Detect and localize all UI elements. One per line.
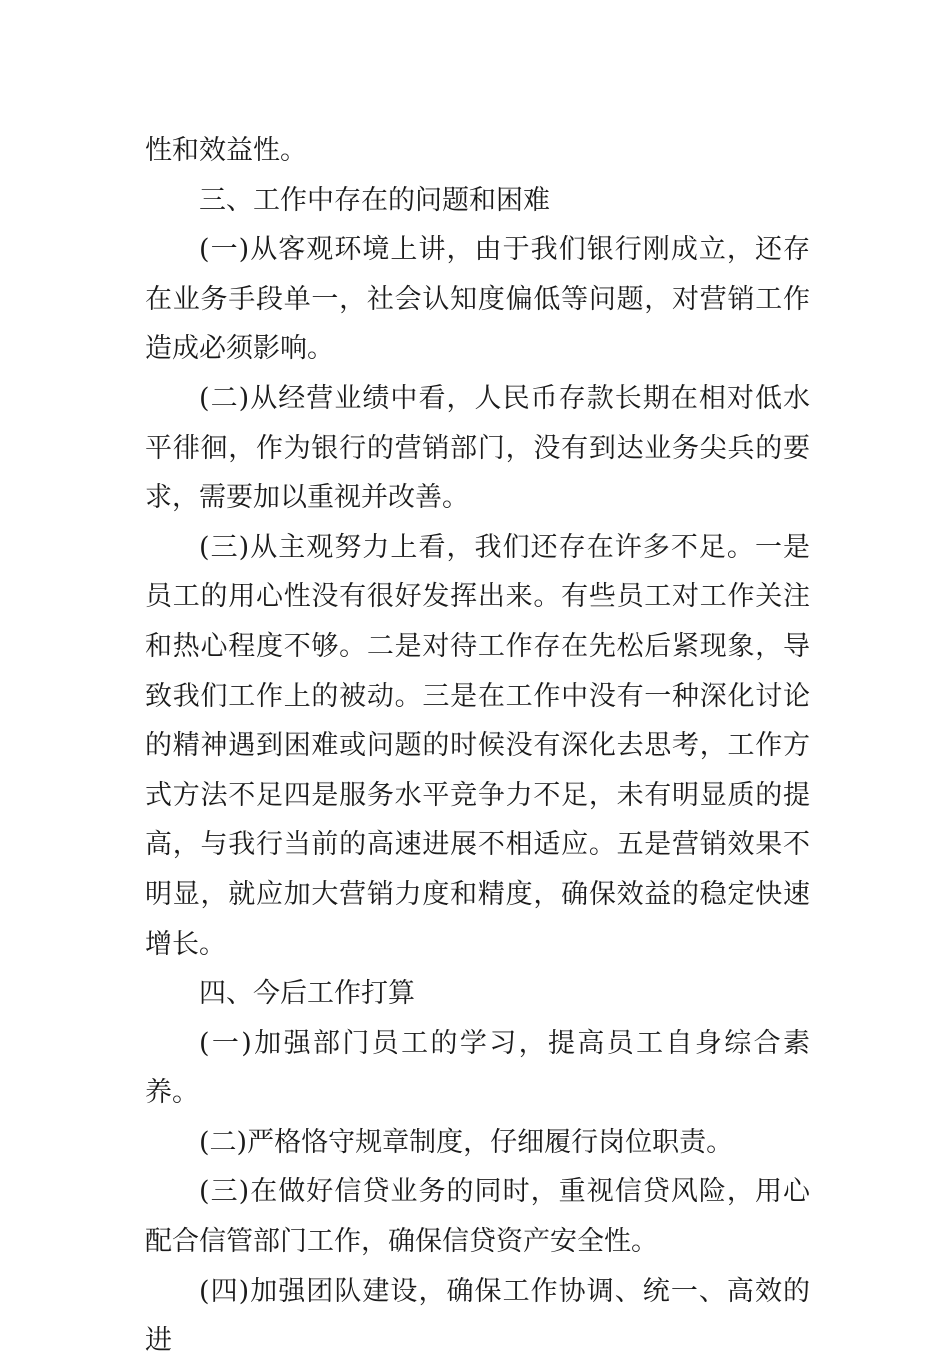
plan-item-1: (一)加强部门员工的学习，提高员工自身综合素养。 xyxy=(145,1027,810,1109)
plan-item-2: (二)严格恪守规章制度，仔细履行岗位职责。 xyxy=(199,1126,734,1158)
plan-item-4: (四)加强团队建设，确保工作协调、统一、高效的进 xyxy=(145,1275,810,1357)
paragraph-subjective-effort: (三)从主观努力上看，我们还存在许多不足。一是员工的用心性没有很好发挥出来。有些员工对工作关注和热心程度不够。二是对待工作存在先松后紧现象，导致我们工作上的被动。三是在工作中没有一种深化讨论的精神遇到困难或问题的时候没有深化去思考，工作方式方法不足四是服务水平竞争力不足，未有明显质的提高，与我行当前的高速进展不相适应。五是营销效果不明显，就应加大营销力度和精度，确保效益的稳定快速增长。 xyxy=(145,531,810,960)
paragraph-objective-environment: (一)从客观环境上讲，由于我们银行刚成立，还存在业务手段单一，社会认知度偏低等问题，对营销工作造成必须影响。 xyxy=(145,234,810,365)
paragraph-business-performance: (二)从经营业绩中看，人民币存款长期在相对低水平徘徊，作为银行的营销部门，没有到达业务尖兵的要求，需要加以重视并改善。 xyxy=(145,382,810,514)
plan-item-3: (三)在做好信贷业务的同时，重视信贷风险，用心配合信管部门工作，确保信贷资产安全性。 xyxy=(145,1176,810,1258)
section-heading-problems: 三、工作中存在的问题和困难 xyxy=(199,184,550,216)
document-body xyxy=(145,126,810,1366)
section-heading-future-plans: 四、今后工作打算 xyxy=(199,978,415,1010)
paragraph-continuation: 性和效益性。 xyxy=(145,135,307,166)
